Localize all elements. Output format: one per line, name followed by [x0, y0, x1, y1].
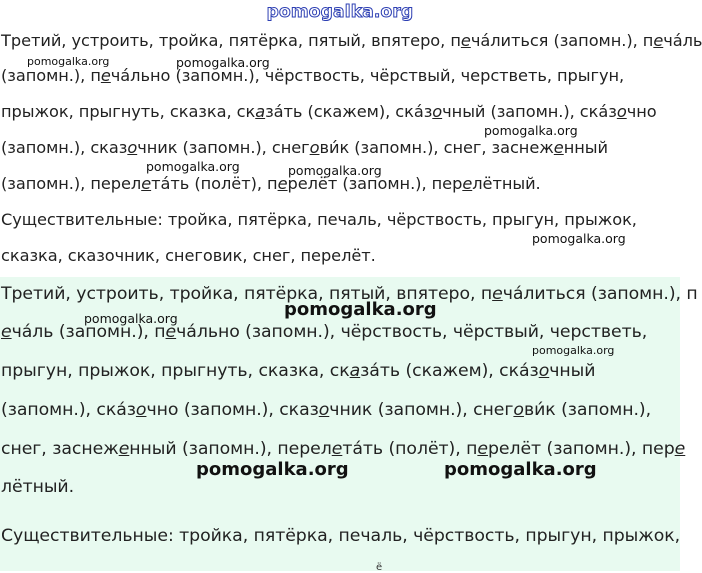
stressed-letter: о [538, 361, 550, 381]
text-segment: ви́к (запомн.), [523, 400, 652, 420]
text-line [1, 246, 376, 265]
text-segment: за́ть (скажем), ска́з [265, 102, 433, 121]
text-segment: (запомн.), сказ [1, 138, 128, 157]
watermark: pomogalka.org [176, 55, 270, 70]
stressed-letter: о [135, 400, 147, 420]
text-segment: ча́льно (запомн.), чёрствость, чёрствый, черстветь, [176, 322, 648, 342]
watermark: pomogalka.org [27, 55, 110, 68]
text-segment: за́ть (скажем), ска́з [360, 361, 539, 381]
text-segment: (запомн.), перел [1, 174, 142, 193]
stressed-letter: е [141, 174, 152, 193]
text-line [1, 174, 541, 193]
text-segment: чник (запомн.), снег [329, 400, 514, 420]
stressed-letter: о [309, 138, 320, 157]
stressed-letter: е [331, 439, 343, 459]
text-segment: ча́льно (запомн.), чёрствость, чёрствый, черстветь, прыгун, [110, 66, 625, 85]
stressed-letter: е [653, 31, 664, 50]
text-segment: чник (запомн.), снег [137, 138, 310, 157]
watermark: pomogalka.org [84, 311, 178, 326]
text-segment: Третий, устроить, тройка, пятёрка, пятый, впятеро, п [1, 284, 493, 304]
text-segment: ви́к (запомн.), снег, заснеж [319, 138, 554, 157]
stressed-letter: о [513, 400, 524, 420]
stressed-letter: е [460, 31, 471, 50]
stressed-letter: е [674, 439, 686, 459]
text-segment: Существительные: тройка, пятёрка, печаль, чёрствость, прыгун, прыжок, [1, 210, 637, 229]
stressed-letter: а [255, 102, 266, 121]
watermark: pomogalka.org [532, 344, 615, 357]
text-line [1, 66, 624, 85]
text-segment: чный [549, 361, 596, 381]
text-segment: чный (запомн.), ска́з [442, 102, 617, 121]
text-line [1, 31, 702, 50]
text-line [1, 138, 608, 157]
text-segment: сказка, сказочник, снеговик, снег, перелёт. [1, 246, 376, 265]
text-segment: лётный. [472, 174, 541, 193]
text-segment: лётный. [1, 477, 75, 497]
watermark: pomogalka.org [284, 299, 437, 320]
text-segment: прыжок, прыгнуть, сказка, ск [1, 102, 256, 121]
stressed-letter: о [616, 102, 627, 121]
text-line [1, 526, 680, 546]
text-segment: ча́литься (запомн.), п [502, 284, 698, 304]
text-segment: Существительные: тройка, пятёрка, печаль, чёрствость, прыгун, прыжок, [1, 526, 681, 546]
cut-off-glyph: ё [376, 562, 383, 573]
stressed-letter: е [462, 174, 473, 193]
text-segment: релёт (запомн.), пер [487, 439, 675, 459]
text-segment: снег, заснеж [1, 439, 119, 459]
watermark: pomogalka.org [532, 231, 626, 246]
stressed-letter: о [127, 138, 138, 157]
stressed-letter: о [432, 102, 443, 121]
text-segment: чно (запомн.), сказ [146, 400, 319, 420]
text-line [1, 210, 637, 229]
text-line [1, 400, 651, 420]
text-line [1, 102, 657, 121]
text-line [1, 477, 74, 497]
text-segment: Третий, устроить, тройка, пятёрка, пятый, впятеро, п [1, 31, 461, 50]
watermark: pomogalka.org [444, 459, 597, 480]
text-segment: релёт (запомн.), пер [287, 174, 463, 193]
watermark: pomogalka.org [146, 159, 240, 174]
stressed-letter: е [553, 138, 564, 157]
text-segment: та́ть (полёт), п [151, 174, 278, 193]
text-segment: (запомн.), ска́з [1, 400, 136, 420]
stressed-letter: е [492, 284, 503, 304]
text-segment: прыгун, прыжок, прыгнуть, сказка, ск [1, 361, 350, 381]
text-segment: та́ть (полёт), п [342, 439, 478, 459]
watermark: pomogalka.org [484, 123, 578, 138]
stressed-letter: а [349, 361, 361, 381]
text-segment: ча́ль (запомн.), п [11, 322, 166, 342]
text-line [1, 439, 685, 459]
text-segment: нный [563, 138, 608, 157]
text-segment: ча́литься (запомн.), п [470, 31, 654, 50]
watermark: pomogalka.org [196, 459, 349, 480]
text-line [1, 361, 595, 381]
stressed-letter: о [318, 400, 330, 420]
text-segment: нный (запомн.), перел [129, 439, 332, 459]
text-segment: ча́ль [663, 31, 702, 50]
watermark: pomogalka.org [288, 163, 382, 178]
stressed-letter: е [277, 174, 288, 193]
stressed-letter: е [118, 439, 130, 459]
text-segment: чно [626, 102, 657, 121]
stressed-letter: е [100, 66, 111, 85]
text-segment: (запомн.), п [1, 66, 101, 85]
stressed-letter: е [1, 322, 12, 342]
stressed-letter: е [477, 439, 488, 459]
stressed-letter: е [165, 322, 177, 342]
site-logo: pomogalka.org [266, 2, 414, 22]
